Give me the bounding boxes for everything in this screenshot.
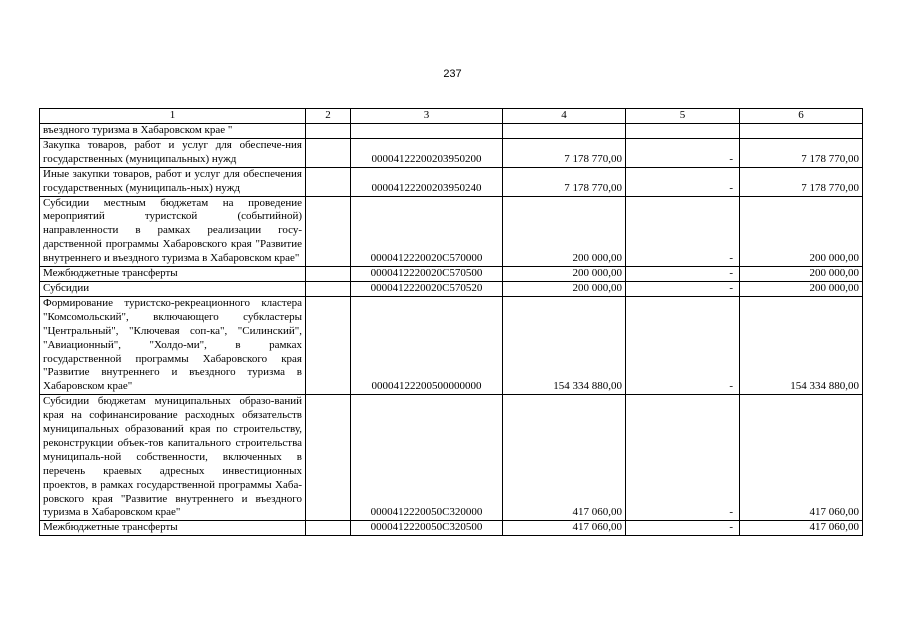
- row-description: въездного туризма в Хабаровском крае ": [40, 124, 306, 139]
- column-header-2: 2: [306, 109, 351, 124]
- row-description: Субсидии бюджетам муниципальных образо-ваний края на софинансирование расходных обязательств муниципальных образований края по строительству, реконструкции объек-тов капитального строительства муниципаль-ной собственности, включенных в перечень краевых адресных инвестиционных проектов, в рамках государственной программы Хаба-ровского края "Развитие внутреннего и въездного туризма в Хабаровском крае": [40, 395, 306, 521]
- row-total: 7 178 770,00: [740, 167, 863, 196]
- row-amount: [503, 124, 626, 139]
- row-col5: [626, 124, 740, 139]
- row-code: [351, 124, 503, 139]
- row-code: 0000412220020C570000: [351, 196, 503, 267]
- row-amount: 7 178 770,00: [503, 138, 626, 167]
- row-col2: [306, 521, 351, 536]
- page-number: 237: [443, 68, 462, 80]
- row-col2: [306, 196, 351, 267]
- row-col5: -: [626, 395, 740, 521]
- row-total: 417 060,00: [740, 395, 863, 521]
- table-row: [40, 138, 863, 167]
- row-description: Закупка товаров, работ и услуг для обеспече-ния государственных (муниципальных) нужд: [40, 138, 306, 167]
- row-col5: -: [626, 138, 740, 167]
- row-total: 7 178 770,00: [740, 138, 863, 167]
- table-row: [40, 395, 863, 521]
- row-total: [740, 124, 863, 139]
- row-code: 0000412220020C570520: [351, 281, 503, 296]
- table-row: [40, 267, 863, 282]
- row-code: 00004122200203950200: [351, 138, 503, 167]
- table-row: [40, 124, 863, 139]
- row-col2: [306, 296, 351, 394]
- row-code: 00004122200203950240: [351, 167, 503, 196]
- row-description: Формирование туристско-рекреационного кластера "Комсомольский", включающего субкластеры "Центральный", "Ключевая соп-ка", "Силинский", "Авиационный", "Холдо-ми", в рамках государственной программы Хабаровского края "Развитие внутреннего и въездного туризма в Хабаровском крае": [40, 296, 306, 394]
- column-header-3: 3: [351, 109, 503, 124]
- row-amount: 154 334 880,00: [503, 296, 626, 394]
- table-row: [40, 281, 863, 296]
- row-col2: [306, 395, 351, 521]
- table-row: [40, 521, 863, 536]
- row-col5: -: [626, 267, 740, 282]
- row-code: 0000412220020C570500: [351, 267, 503, 282]
- row-col5: -: [626, 196, 740, 267]
- row-code: 0000412220050C320000: [351, 395, 503, 521]
- row-col2: [306, 167, 351, 196]
- row-col2: [306, 124, 351, 139]
- row-col2: [306, 138, 351, 167]
- row-total: 200 000,00: [740, 267, 863, 282]
- row-col2: [306, 267, 351, 282]
- row-description: Субсидии: [40, 281, 306, 296]
- row-amount: 417 060,00: [503, 395, 626, 521]
- column-header-4: 4: [503, 109, 626, 124]
- row-description: Межбюджетные трансферты: [40, 267, 306, 282]
- row-total: 154 334 880,00: [740, 296, 863, 394]
- row-col5: -: [626, 167, 740, 196]
- budget-table: [39, 108, 863, 536]
- row-code: 0000412220050C320500: [351, 521, 503, 536]
- row-description: Иные закупки товаров, работ и услуг для обеспечения государственных (муниципаль-ных) нужд: [40, 167, 306, 196]
- row-total: 200 000,00: [740, 281, 863, 296]
- row-description: Субсидии местным бюджетам на проведение мероприятий туристской (событийной) направленности в рамках реализации госу-дарственной программы Хабаровского края "Развитие внутреннего и въездного туризма в Хабаровском крае": [40, 196, 306, 267]
- row-total: 417 060,00: [740, 521, 863, 536]
- table-row: [40, 196, 863, 267]
- row-col2: [306, 281, 351, 296]
- row-col5: -: [626, 521, 740, 536]
- row-col5: -: [626, 281, 740, 296]
- row-amount: 200 000,00: [503, 267, 626, 282]
- column-header-5: 5: [626, 109, 740, 124]
- row-amount: 200 000,00: [503, 281, 626, 296]
- column-header-6: 6: [740, 109, 863, 124]
- table-header-row: [40, 109, 863, 124]
- row-amount: 7 178 770,00: [503, 167, 626, 196]
- row-amount: 417 060,00: [503, 521, 626, 536]
- row-col5: -: [626, 296, 740, 394]
- table-row: [40, 296, 863, 394]
- row-code: 00004122200500000000: [351, 296, 503, 394]
- row-amount: 200 000,00: [503, 196, 626, 267]
- row-total: 200 000,00: [740, 196, 863, 267]
- table-row: [40, 167, 863, 196]
- row-description: Межбюджетные трансферты: [40, 521, 306, 536]
- column-header-1: 1: [40, 109, 306, 124]
